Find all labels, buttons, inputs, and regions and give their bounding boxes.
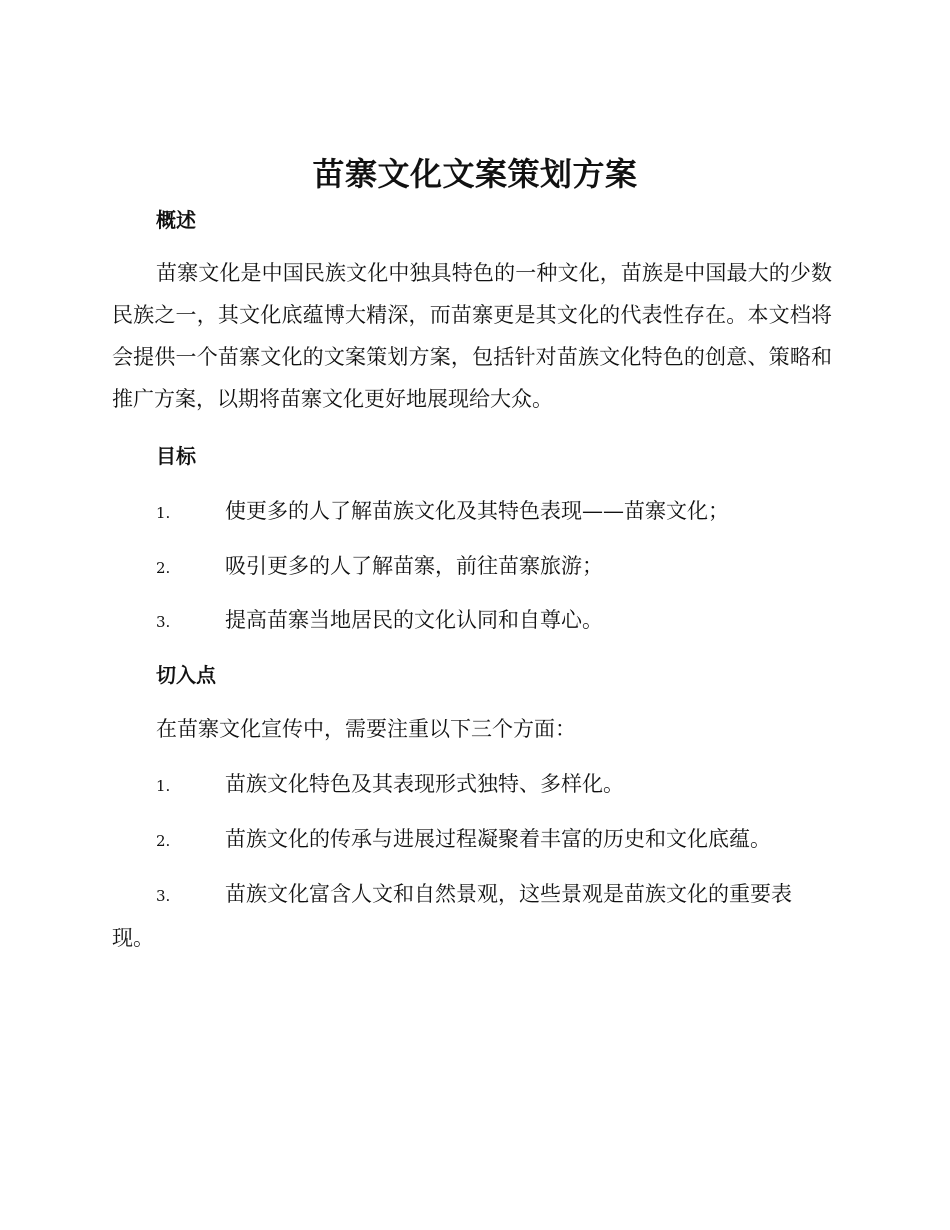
overview-paragraph: 苗寨文化是中国民族文化中独具特色的一种文化，苗族是中国最大的少数民族之一，其文化底蕴博大精深，而苗寨更是其文化的代表性存在。本文档将会提供一个苗寨文化的文案策划方案，包括针对苗族文化特色的创意、策略和推广方案，以期将苗寨文化更好地展现给大众。 bbox=[112, 261, 832, 411]
list-number: 2. bbox=[156, 832, 171, 850]
list-item-text: 吸引更多的人了解苗寨，前往苗寨旅游； bbox=[225, 554, 603, 578]
goal-list-item bbox=[112, 490, 832, 534]
list-item-text: 苗族文化特色及其表现形式独特、多样化。 bbox=[225, 772, 624, 796]
list-number: 2. bbox=[156, 559, 171, 577]
list-item-text: 苗族文化的传承与进展过程凝聚着丰富的历史和文化底蕴。 bbox=[225, 827, 771, 851]
entry-point-list-item bbox=[112, 873, 832, 959]
list-number: 1. bbox=[156, 777, 171, 795]
section-heading-overview: 概述 bbox=[156, 208, 196, 232]
list-item-text: 提高苗寨当地居民的文化认同和自尊心。 bbox=[225, 608, 603, 632]
document-title: 苗寨文化文案策划方案 bbox=[312, 155, 638, 193]
section-heading-goals: 目标 bbox=[156, 444, 196, 468]
section-heading-entry-points: 切入点 bbox=[156, 663, 216, 687]
list-item-text: 使更多的人了解苗族文化及其特色表现——苗寨文化； bbox=[225, 499, 729, 523]
list-number: 3. bbox=[156, 613, 171, 631]
goal-list-item bbox=[112, 545, 832, 589]
entry-point-list-item bbox=[112, 818, 832, 862]
list-number: 3. bbox=[156, 887, 171, 905]
list-item-text: 苗族文化富含人文和自然景观，这些景观是苗族文化的重要表现。 bbox=[112, 882, 792, 950]
entry-points-intro: 在苗寨文化宣传中，需要注重以下三个方面： bbox=[156, 717, 576, 741]
list-number: 1. bbox=[156, 504, 171, 522]
goal-list-item bbox=[112, 599, 832, 643]
entry-point-list-item bbox=[112, 763, 832, 807]
